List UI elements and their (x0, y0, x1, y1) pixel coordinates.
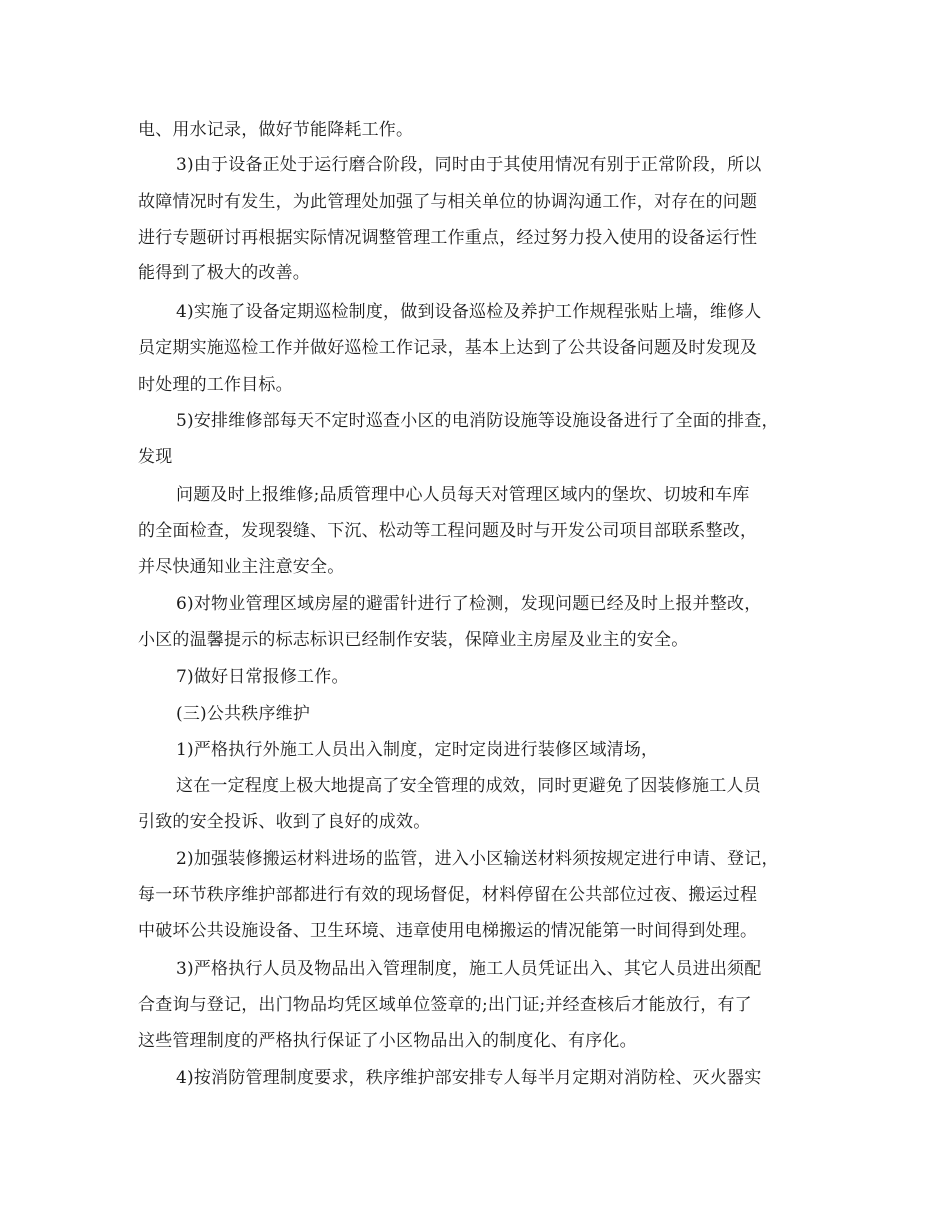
text-line: 中破坏公共设施设备、卫生环境、违章使用电梯搬运的情况能第一时间得到处理。 (138, 921, 758, 941)
text-line: 7)做好日常报修工作。 (176, 667, 349, 687)
text-line: 进行专题研讨再根据实际情况调整管理工作重点，经过努力投入使用的设备运行性 (138, 228, 758, 248)
text-line: 3)严格执行人员及物品出入管理制度，施工人员凭证出入、其它人员进出须配 (176, 959, 762, 979)
text-line: 小区的温馨提示的标志标识已经制作安装，保障业主房屋及业主的安全。 (138, 630, 689, 650)
text-line: 时处理的工作目标。 (138, 375, 293, 395)
text-line: 3)由于设备正处于运行磨合阶段，同时由于其使用情况有别于正常阶段，所以 (176, 155, 762, 175)
text-line: 问题及时上报维修;品质管理中心人员每天对管理区域内的堡坎、切坡和车库 (176, 485, 750, 505)
text-line: 2)加强装修搬运材料进场的监管，进入小区输送材料须按规定进行申请、登记， (176, 849, 779, 869)
text-line: 故障情况时有发生，为此管理处加强了与相关单位的协调沟通工作，对存在的问题 (138, 192, 758, 212)
text-line: 并尽快通知业主注意安全。 (138, 557, 345, 577)
text-line: 合查询与登记，出门物品均凭区域单位签章的;出门证;并经查核后才能放行，有了 (138, 995, 752, 1015)
text-line: 6)对物业管理区域房屋的避雷针进行了检测，发现问题已经及时上报并整改， (176, 594, 762, 614)
text-line: 4)按消防管理制度要求，秩序维护部安排专人每半月定期对消防栓、灭火器实 (176, 1068, 762, 1088)
text-line: 1)严格执行外施工人员出入制度，定时定岗进行装修区域清场， (176, 740, 659, 760)
section-heading: (三)公共秩序维护 (176, 704, 311, 724)
text-line: 每一环节秩序维护部都进行有效的现场督促，材料停留在公共部位过夜、搬运过程 (138, 885, 758, 905)
text-line: 这在一定程度上极大地提高了安全管理的成效，同时更避免了因装修施工人员 (176, 776, 761, 796)
text-line: 电、用水记录，做好节能降耗工作。 (138, 120, 414, 140)
text-line: 引致的安全投诉、收到了良好的成效。 (138, 812, 431, 832)
text-line: 发现 (138, 447, 173, 467)
text-line: 5)安排维修部每天不定时巡查小区的电消防设施等设施设备进行了全面的排查， (176, 411, 779, 431)
text-line: 这些管理制度的严格执行保证了小区物品出入的制度化、有序化。 (138, 1031, 637, 1051)
text-line: 的全面检查，发现裂缝、下沉、松动等工程问题及时与开发公司项目部联系整改， (138, 521, 758, 541)
text-line: 员定期实施巡检工作并做好巡检工作记录，基本上达到了公共设备问题及时发现及 (138, 338, 758, 358)
text-line: 能得到了极大的改善。 (138, 263, 310, 283)
text-line: 4)实施了设备定期巡检制度，做到设备巡检及养护工作规程张贴上墙，维修人 (176, 302, 762, 322)
